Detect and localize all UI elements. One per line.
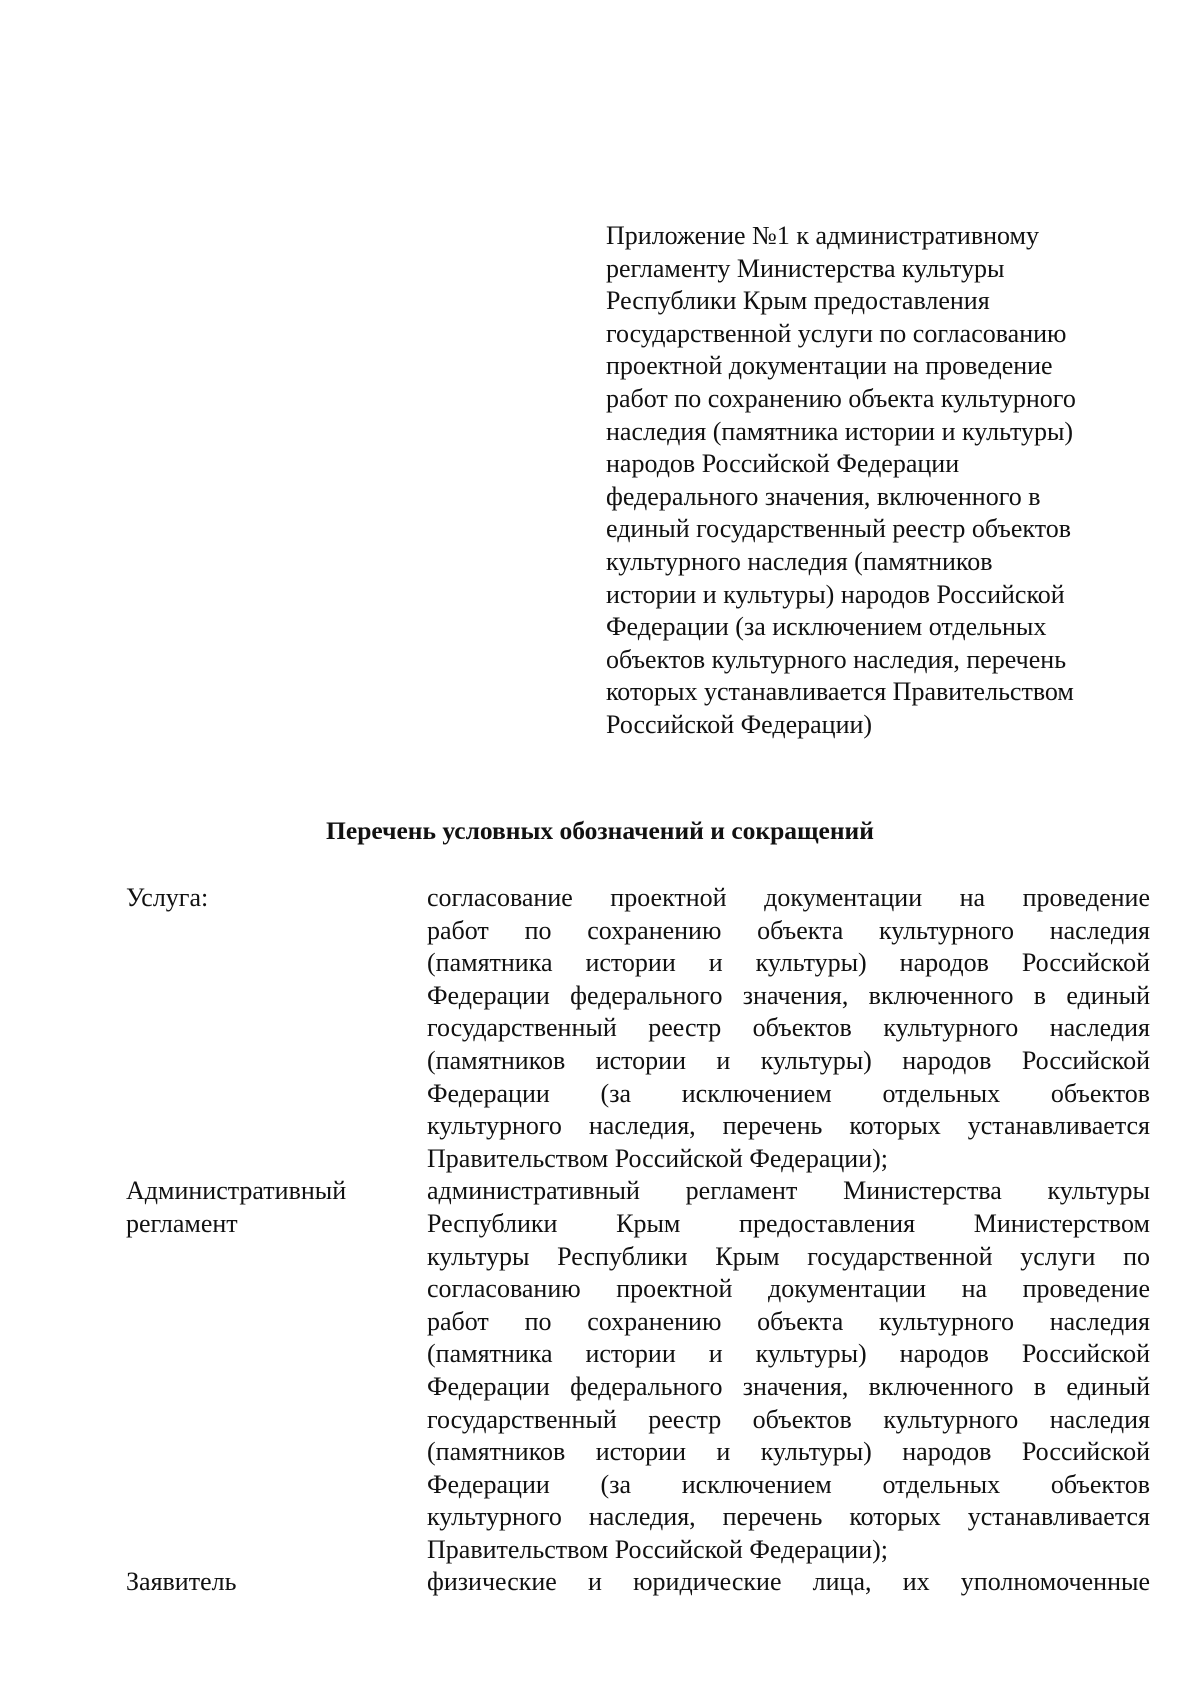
definition-description	[427, 1175, 1150, 1566]
appendix-line: наследия (памятника истории и культуры)	[606, 416, 1074, 446]
appendix-line: единый государственный реестр объектов	[606, 514, 1072, 544]
desc-line: работ по сохранению объекта культурного наследия	[427, 1306, 1150, 1336]
appendix-line: Федерации (за исключением отдельных	[606, 612, 1047, 642]
desc-line: Правительством Российской Федерации);	[427, 1534, 889, 1564]
desc-line: Республики Крым предоставления Министерством	[427, 1208, 1150, 1238]
definition-term	[126, 1566, 427, 1599]
definitions-list	[126, 882, 1150, 1599]
desc-line: (памятников истории и культуры) народов Российской	[427, 1437, 1150, 1467]
desc-line: Федерации федерального значения, включенного в единый	[427, 980, 1150, 1010]
definition-description	[427, 1566, 1150, 1599]
desc-line: (памятника истории и культуры) народов Российской	[427, 948, 1150, 978]
appendix-line: работ по сохранению объекта культурного	[606, 383, 1076, 413]
desc-line: культурного наследия, перечень которых устанавливается	[427, 1111, 1150, 1141]
appendix-line: регламенту Министерства культуры	[606, 253, 1005, 283]
section-heading: Перечень условных обозначений и сокращений	[326, 816, 874, 845]
appendix-line: народов Российской Федерации	[606, 449, 960, 479]
definition-description	[427, 882, 1150, 1175]
appendix-line: Республики Крым предоставления	[606, 286, 990, 316]
term-line: регламент	[126, 1208, 238, 1238]
appendix-line: Российской Федерации)	[606, 709, 873, 739]
appendix-line: объектов культурного наследия, перечень	[606, 644, 1067, 674]
desc-line: (памятников истории и культуры) народов Российской	[427, 1045, 1150, 1075]
term-line: Административный	[126, 1176, 347, 1206]
desc-line: работ по сохранению объекта культурного наследия	[427, 915, 1150, 945]
appendix-line: федерального значения, включенного в	[606, 481, 1041, 511]
definition-row-usluga	[126, 882, 1150, 1175]
definition-term	[126, 882, 427, 1175]
appendix-line: культурного наследия (памятников	[606, 546, 993, 576]
appendix-line: проектной документации на проведение	[606, 351, 1053, 381]
desc-line: административный регламент Министерства культуры	[427, 1176, 1150, 1206]
desc-line: Федерации федерального значения, включенного в единый	[427, 1371, 1150, 1401]
definition-row-zayavitel	[126, 1566, 1150, 1599]
appendix-note	[606, 220, 1166, 742]
desc-line: (памятника истории и культуры) народов Российской	[427, 1339, 1150, 1369]
desc-line: физические и юридические лица, их уполномоченные	[427, 1567, 1150, 1597]
term-line: Услуга:	[126, 883, 209, 912]
desc-line: государственный реестр объектов культурного наследия	[427, 1013, 1150, 1043]
appendix-line: государственной услуги по согласованию	[606, 318, 1067, 348]
desc-line: согласование проектной документации на проведение	[427, 883, 1150, 912]
desc-line: согласованию проектной документации на проведение	[427, 1274, 1150, 1304]
desc-line: Правительством Российской Федерации);	[427, 1143, 889, 1173]
definition-term	[126, 1175, 427, 1566]
appendix-line: которых устанавливается Правительством	[606, 677, 1074, 707]
appendix-line: истории и культуры) народов Российской	[606, 579, 1065, 609]
desc-line: государственный реестр объектов культурного наследия	[427, 1404, 1150, 1434]
appendix-line: Приложение №1 к административному	[606, 221, 1039, 250]
desc-line: Федерации (за исключением отдельных объектов	[427, 1469, 1150, 1499]
desc-line: культуры Республики Крым государственной услуги по	[427, 1241, 1150, 1271]
desc-line: Федерации (за исключением отдельных объектов	[427, 1078, 1150, 1108]
desc-line: культурного наследия, перечень которых устанавливается	[427, 1502, 1150, 1532]
term-line: Заявитель	[126, 1567, 237, 1597]
definition-row-reglament	[126, 1175, 1150, 1566]
